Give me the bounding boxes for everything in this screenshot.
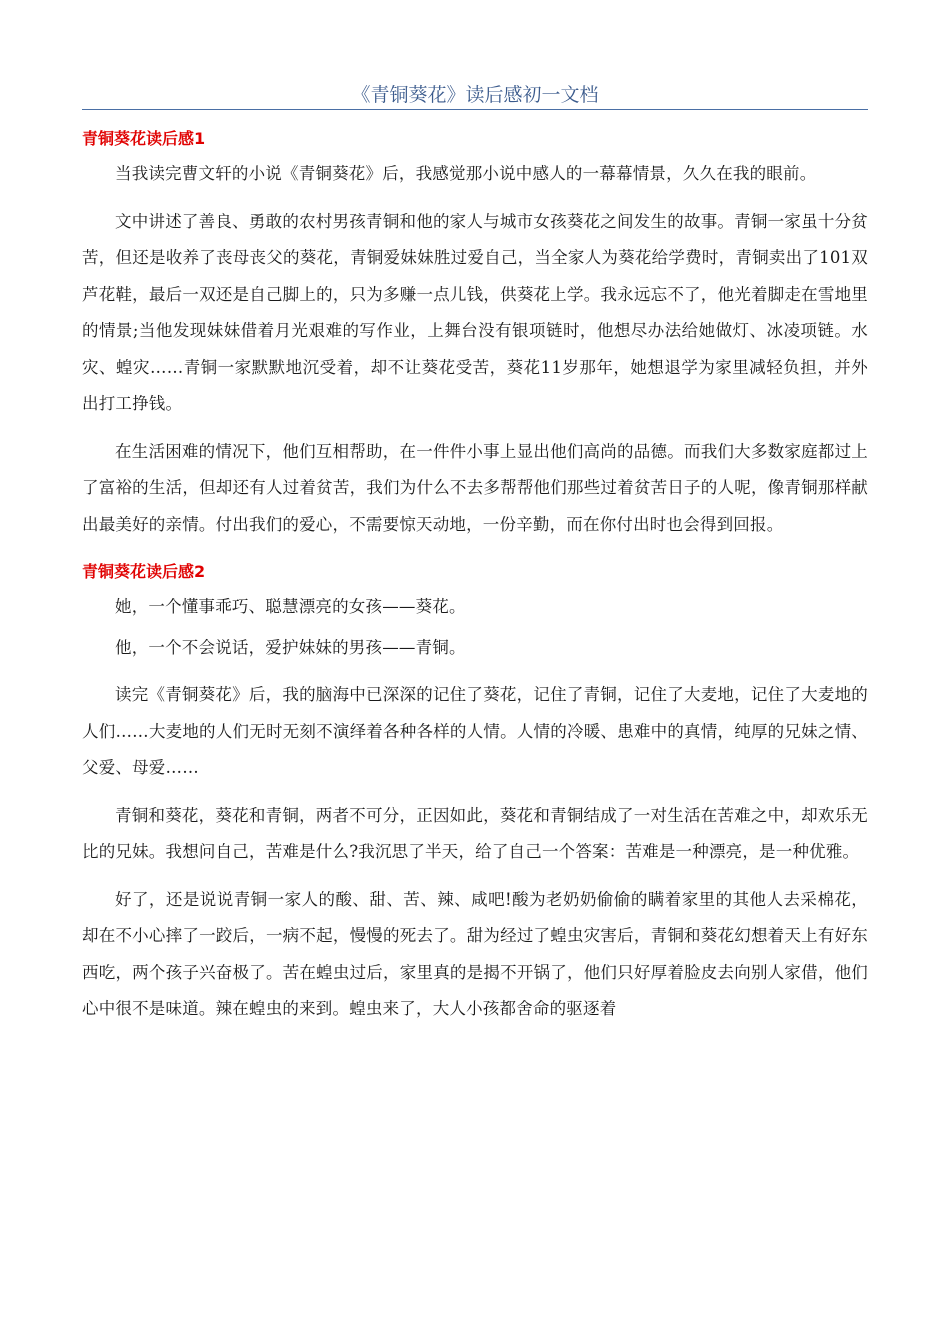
- document-title: 《青铜葵花》读后感初一文档: [351, 84, 599, 106]
- section-1: [82, 122, 868, 543]
- paragraph: 在生活困难的情况下，他们互相帮助，在一件件小事上显出他们高尚的品德。而我们大多数家庭都过上了富裕的生活，但却还有人过着贫苦，我们为什么不去多帮帮他们那些过着贫苦日子的人呢，像青铜那样献出最美好的亲情。付出我们的爱心，不需要惊天动地，一份辛勤，而在你付出时也会得到回报。: [82, 441, 868, 534]
- paragraph: 读完《青铜葵花》后，我的脑海中已深深的记住了葵花，记住了青铜，记住了大麦地，记住了大麦地的人们……大麦地的人们无时无刻不演绎着各种各样的人情。人情的冷暖、患难中的真情，纯厚的兄妹之情、父爱、母爱……: [82, 685, 868, 777]
- section-2: [82, 555, 868, 1028]
- section-heading: 青铜葵花读后感2: [82, 562, 206, 581]
- paragraph: 好了，还是说说青铜一家人的酸、甜、苦、辣、咸吧!酸为老奶奶偷偷的瞒着家里的其他人去采棉花，却在不小心摔了一跤后，一病不起，慢慢的死去了。甜为经过了蝗虫灾害后，青铜和葵花幻想着天上有好东西吃，两个孩子兴奋极了。苦在蝗虫过后，家里真的是揭不开锅了，他们只好厚着脸皮去向别人家借，他们心中很不是味道。辣在蝗虫的来到。蝗虫来了，大人小孩都舍命的驱逐着: [82, 889, 868, 1018]
- paragraph: 青铜和葵花，葵花和青铜，两者不可分，正因如此，葵花和青铜结成了一对生活在苦难之中，却欢乐无比的兄妹。我想问自己，苦难是什么?我沉思了半天，给了自己一个答案：苦难是一种漂亮，是一种优雅。: [82, 805, 868, 861]
- paragraph: 当我读完曹文轩的小说《青铜葵花》后，我感觉那小说中感人的一幕幕情景，久久在我的眼前。: [115, 164, 817, 183]
- paragraph: 他，一个不会说话，爱护妹妹的男孩——青铜。: [115, 637, 466, 657]
- title-underline: [82, 109, 868, 110]
- paragraph: 文中讲述了善良、勇敢的农村男孩青铜和他的家人与城市女孩葵花之间发生的故事。青铜一家虽十分贫苦，但还是收养了丧母丧父的葵花，青铜爱妹妹胜过爱自己，当全家人为葵花给学费时，青铜卖出了101双芦花鞋，最后一双还是自己脚上的，只为多赚一点儿钱，供葵花上学。我永远忘不了，他光着脚走在雪地里的情景;当他发现妹妹借着月光艰难的写作业，上舞台没有银项链时，他想尽办法给她做灯、冰凌项链。水灾、蝗灾……青铜一家默默地沉受着，却不让葵花受苦，葵花11岁那年，她想退学为家里减轻负担，并外出打工挣钱。: [82, 211, 868, 413]
- section-heading: 青铜葵花读后感1: [82, 129, 206, 148]
- document-body: [82, 122, 868, 1039]
- paragraph: 她，一个懂事乖巧、聪慧漂亮的女孩——葵花。: [115, 597, 466, 616]
